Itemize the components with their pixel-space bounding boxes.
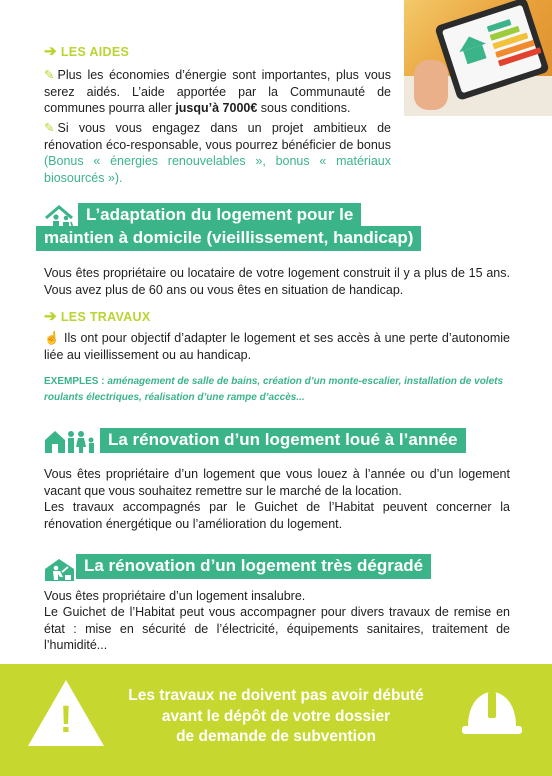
adaptation-heading-line1: L’adaptation du logement pour le xyxy=(78,203,361,228)
aides-paragraph-2: ✎ Si vous vous engagez dans un projet ambitieux de rénovation éco-responsable, vous pourrez bénéficier de bonus (Bonus « énergies renouvelables », bonus « matériaux biosourcés »). xyxy=(44,121,391,185)
hand-icon: ☝ xyxy=(44,331,61,345)
adaptation-intro: Vous êtes propriétaire ou locataire de votre logement construit il y a plus de 15 ans. Vous avez plus de 60 ans ou vous êtes en situation de handicap. xyxy=(44,266,510,297)
travaux-text: ☝ Ils ont pour objectif d’adapter le logement et ses accès à une perte d’autonomie liée au vieillissement ou au handicap. xyxy=(44,331,510,362)
arrow-right-icon: ➔ xyxy=(44,43,57,60)
helmet-icon xyxy=(460,686,524,742)
degrade-paragraph-1: Vous êtes propriétaire d’un logement insalubre. xyxy=(44,589,306,603)
degrade-paragraph-2: Le Guichet de l’Habitat peut vous accompagner pour divers travaux de remise en état : mise en sécurité de l’électricité, équipements sanitaires, traitement de l’humidité... xyxy=(44,605,510,652)
family-house-icon xyxy=(44,428,100,454)
tablet-photo xyxy=(404,0,552,116)
location-paragraph-2: Les travaux accompagnés par le Guichet de l’Habitat peuvent concerner la rénovation énergétique ou l’amélioration du logement. xyxy=(44,500,510,531)
aides-label: ➔ LES AIDES xyxy=(44,43,130,60)
warning-mark: ! xyxy=(59,699,73,741)
worker-house-icon xyxy=(44,558,76,582)
banner-message: Les travaux ne doivent pas avoir débuté avant le dépôt de votre dossier de demande de subvention xyxy=(128,687,424,745)
location-heading: La rénovation d’un logement loué à l’année xyxy=(100,428,466,453)
adaptation-heading-line2: maintien à domicile (vieillissement, handicap) xyxy=(36,226,421,251)
degrade-heading: La rénovation d’un logement très dégradé xyxy=(76,554,431,579)
pencil-icon: ✎ xyxy=(44,68,55,82)
location-paragraph-1: Vous êtes propriétaire d’un logement que vous louez à l’année ou d’un logement vacant que vous souhaitez remettre sur le marché de la location. xyxy=(44,467,510,498)
pencil-icon: ✎ xyxy=(44,121,55,135)
travaux-label: ➔ LES TRAVAUX xyxy=(44,308,151,325)
aides-paragraph-1: ✎ Plus les économies d’énergie sont importantes, plus vous serez aidés. L’aide apportée par la Communauté de communes pourra aller jusqu’à 7000€ sous conditions. xyxy=(44,68,391,115)
arrow-right-icon: ➔ xyxy=(44,308,57,325)
exemples-text: EXEMPLES : aménagement de salle de bains, création d’un monte-escalier, installation de volets roulants électriques, réalisation d’une rampe d’accès... xyxy=(44,376,504,403)
